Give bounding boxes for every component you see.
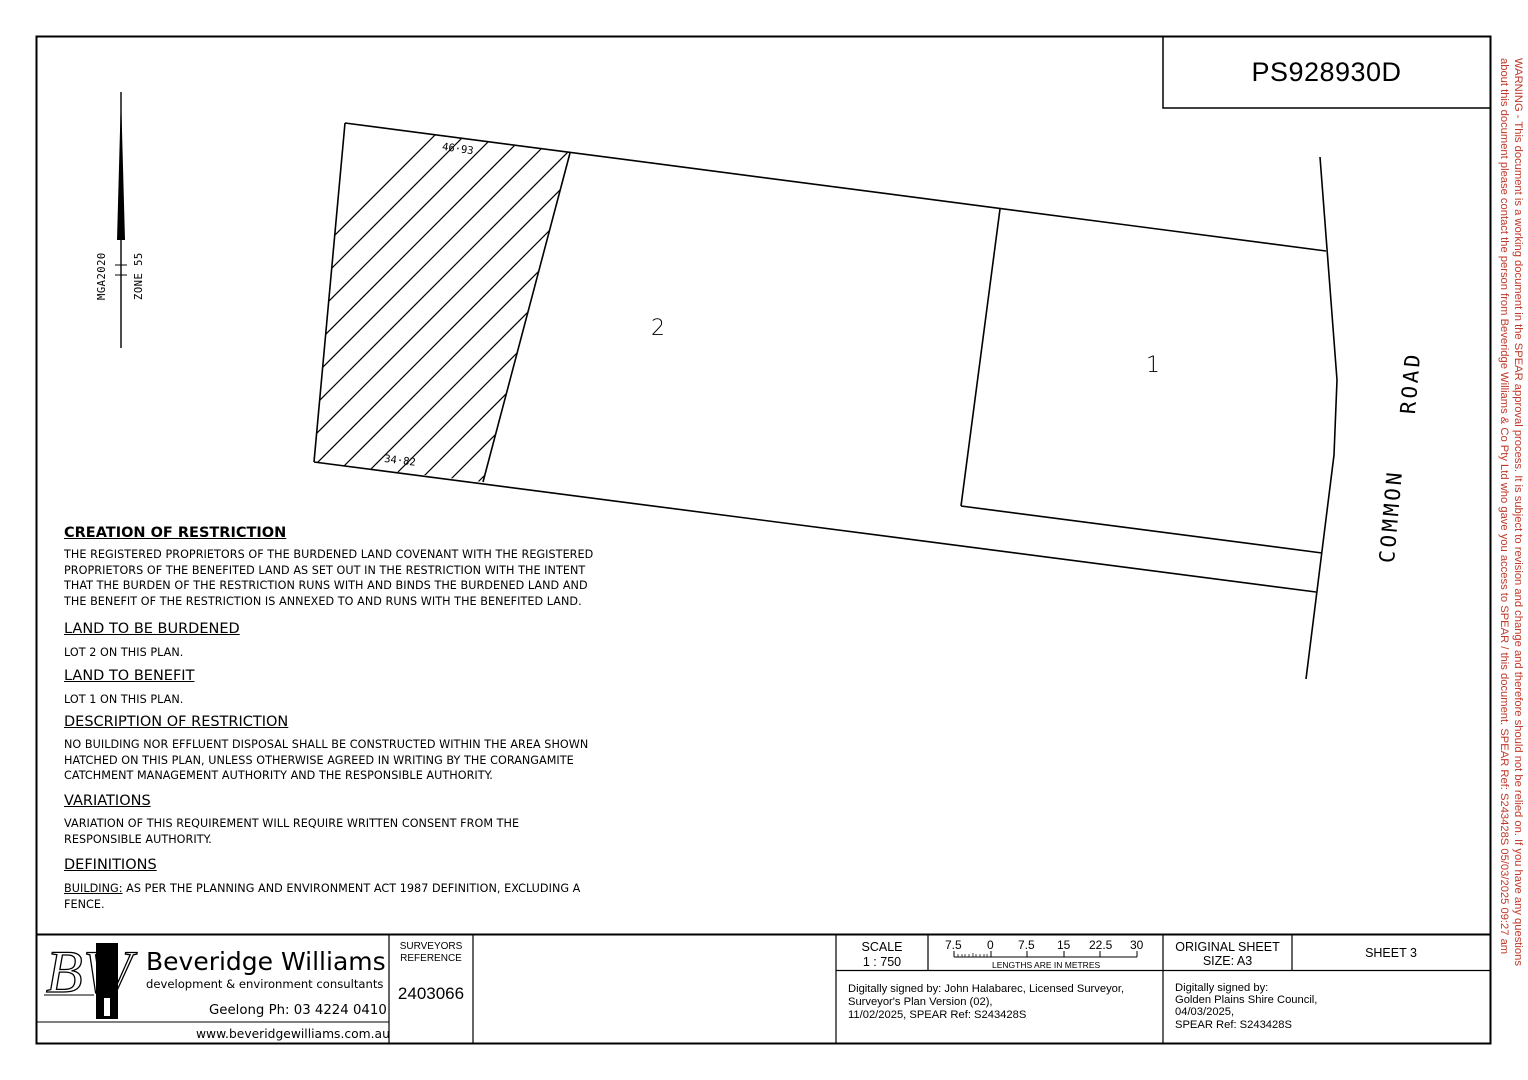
signature-line: Digitally signed by: John Halabarec, Licensed Surveyor, xyxy=(848,983,1125,995)
definitions-heading: DEFINITIONS xyxy=(64,857,157,873)
creation-line: THAT THE BURDEN OF THE RESTRICTION RUNS WITH AND BINDS THE BURDENED LAND AND xyxy=(64,579,588,592)
variations-heading: VARIATIONS xyxy=(64,793,151,809)
dimension-bottom: 34·82 xyxy=(383,453,417,469)
scale-tick-label: 22.5 xyxy=(1089,938,1113,952)
signature-line: 11/02/2025, SPEAR Ref: S243428S xyxy=(848,1009,1027,1022)
warning-line: WARNING - This document is a working document in the SPEAR approval process. It is subject to revision and change and therefore should not be relied on. If you have any questions xyxy=(1512,58,1524,966)
creation-line: THE BENEFIT OF THE RESTRICTION IS ANNEXED TO AND RUNS WITH THE BENEFITED LAND. xyxy=(64,594,582,608)
creation-line: PROPRIETORS OF THE BENEFITED LAND AS SET OUT IN THE RESTRICTION WITH THE INTENT xyxy=(64,563,586,577)
variations-line: VARIATION OF THIS REQUIREMENT WILL REQUIRE WRITTEN CONSENT FROM THE xyxy=(64,817,520,830)
original-sheet xyxy=(1163,940,1292,968)
lot-1-label: 1 xyxy=(1146,353,1160,378)
datum-label: MGA2020 xyxy=(96,252,108,300)
signature-line: SPEAR Ref: S243428S xyxy=(1175,1018,1292,1031)
company-phone: Geelong Ph: 03 4224 0410 xyxy=(209,1003,387,1018)
surveyors-reference-label xyxy=(389,941,473,965)
plan-number: PS928930D xyxy=(1251,57,1402,87)
zone-label: ZONE 55 xyxy=(133,252,145,300)
burdened-heading: LAND TO BE BURDENED xyxy=(64,621,240,637)
company-name: Beveridge Williams xyxy=(146,947,386,976)
sheet-number: SHEET 3 xyxy=(1365,946,1417,960)
signature-line: Digitally signed by: xyxy=(1175,982,1269,994)
scale-tick-label: 0 xyxy=(987,938,994,952)
definition-body: AS PER THE PLANNING AND ENVIRONMENT ACT 1987 DEFINITION, EXCLUDING A xyxy=(122,882,581,895)
company-tagline: development & environment consultants xyxy=(146,977,384,991)
surveyor-signature xyxy=(848,983,1124,1023)
benefit-heading: LAND TO BENEFIT xyxy=(64,668,195,684)
creation-line: THE REGISTERED PROPRIETORS OF THE BURDENED LAND COVENANT WITH THE REGISTERED xyxy=(64,548,594,561)
road-name-common: COMMON xyxy=(1375,468,1408,565)
definition-term: BUILDING: xyxy=(64,882,123,895)
scale-tick-label: 30 xyxy=(1130,938,1144,952)
original-sheet-size: SIZE: A3 xyxy=(1202,954,1253,968)
logo-letters: BW xyxy=(46,940,133,1005)
ref-label-line: REFERENCE xyxy=(400,953,462,964)
warning-line: about this document please contact the person from Beveridge Williams & Co Pty Ltd who gave you access to SPEAR / this document. SPEAR Ref: S243428S 05/03/2025 09:27 am xyxy=(1498,58,1511,955)
company-logo xyxy=(44,940,140,1020)
scale-value: 1 : 750 xyxy=(862,955,902,969)
signature-line: 04/03/2025, xyxy=(1175,1006,1235,1019)
description-line: CATCHMENT MANAGEMENT AUTHORITY AND THE RESPONSIBLE AUTHORITY. xyxy=(64,769,493,782)
company-website[interactable]: www.beveridgewilliams.com.au xyxy=(196,1027,390,1041)
bw-logo-icon xyxy=(44,940,140,1020)
scale-units: LENGTHS ARE IN METRES xyxy=(992,960,1101,970)
definition-body-cont: FENCE. xyxy=(64,897,105,911)
creation-heading: CREATION OF RESTRICTION xyxy=(64,525,287,541)
burdened-text: LOT 2 ON THIS PLAN. xyxy=(64,646,184,659)
road-name-road: ROAD xyxy=(1396,350,1426,416)
lot-2-label: 2 xyxy=(651,316,665,341)
scale-tick-label: 7.5 xyxy=(1018,938,1035,952)
description-heading: DESCRIPTION OF RESTRICTION xyxy=(64,714,289,730)
surveyors-reference: 2403066 xyxy=(397,984,465,1003)
signature-line: Surveyor's Plan Version (02), xyxy=(848,996,993,1009)
benefit-text: LOT 1 ON THIS PLAN. xyxy=(64,693,184,706)
ref-label-line: SURVEYORS xyxy=(399,941,463,952)
scale-tick-label: 7.5 xyxy=(945,938,962,952)
scale-tick-label: 15 xyxy=(1057,938,1071,952)
variations-line: RESPONSIBLE AUTHORITY. xyxy=(64,832,212,846)
description-line: NO BUILDING NOR EFFLUENT DISPOSAL SHALL BE CONSTRUCTED WITHIN THE AREA SHOWN xyxy=(64,738,589,751)
original-sheet-label: ORIGINAL SHEET xyxy=(1175,940,1280,954)
description-line: HATCHED ON THIS PLAN, UNLESS OTHERWISE AGREED IN WRITING BY THE CORANGAMITE xyxy=(64,753,574,767)
spear-warning xyxy=(1492,58,1524,966)
dimension-top: 46·93 xyxy=(441,141,475,158)
signature-line: Golden Plains Shire Council, xyxy=(1175,994,1318,1007)
scale-label: SCALE xyxy=(861,940,903,954)
council-signature xyxy=(1175,982,1317,1031)
